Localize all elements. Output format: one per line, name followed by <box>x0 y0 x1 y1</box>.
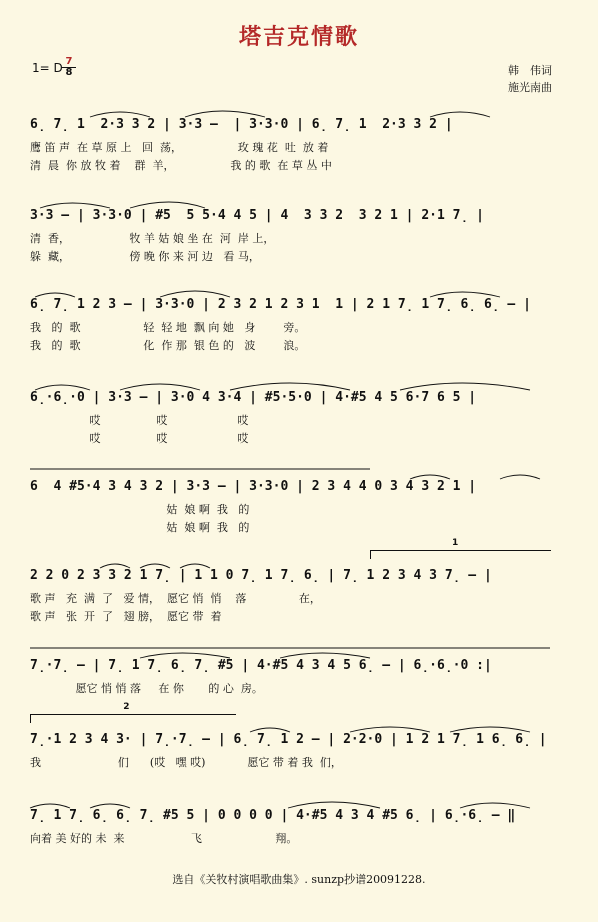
notation-line: 2 2 0 2 3 3 2 1 7̣ | 1 1 0 7̣ 1 7̣ 6̣ | 7̣ 1 2 3 4 3 7̣ – | <box>30 568 492 583</box>
notation-line: 7̣ 1 7̣ 6̣ 6̣ 7̣ #5 5 | 0 0 0 0 | 4·#5 4 3 4 #5 6̣ | 6̣·6̣ – ‖ <box>30 808 516 823</box>
lyric-verse-1: 我 们 (哎 嘿 哎) 愿它 带 着 我 们， <box>30 756 342 769</box>
lyric-verse-1: 愿它 悄 悄 落 在 你 的 心 房。 <box>30 682 263 695</box>
lyric-verse-2: 姑 娘 啊 我 的 <box>30 521 250 534</box>
notation-line: 6̣ 7̣ 1 2·3 3 2 | 3·3 – | 3·3·0 | 6̣ 7̣ 1 2·3 3 2 | <box>30 117 453 132</box>
lyric-verse-1: 向着 美 好的 未 来 飞 翔。 <box>30 832 298 845</box>
source-footer: 选自《关牧村演唱歌曲集》. sunzp抄谱20091228. <box>172 873 426 886</box>
lyric-verse-2: 哎 哎 哎 <box>30 432 249 445</box>
notation-line: 3·3 – | 3·3·0 | #5 5 5·4 4 5 | 4 3 3 2 3 2 1 | 2·1 7̣ | <box>30 208 484 223</box>
lyric-verse-1: 鹰 笛 声 在 草 原 上 回 荡， 玫 瑰 花 吐 放 着 <box>30 141 329 154</box>
notation-line: 6̣·6̣·0 | 3·3 – | 3·0 4 3·4 | #5·5·0 | 4·#5 4 5 6·7 6 5 | <box>30 390 477 405</box>
key-signature: 1= D <box>32 61 63 75</box>
lyric-verse-2: 清 晨 你 放 牧 着 群 羊， 我 的 歌 在 草 丛 中 <box>30 159 332 172</box>
notation-line: 6̣ 7̣ 1 2 3 – | 3·3·0 | 2 3 2 1 2 3 1 1 | 2 1 7̣ 1 7̣ 6̣ 6̣ – | <box>30 297 531 312</box>
lyric-verse-2: 我 的 歌 化 作 那 银 色 的 波 浪。 <box>30 339 306 352</box>
time-signature <box>62 57 76 78</box>
volta-bracket-2: 2 <box>30 714 236 723</box>
lyric-verse-1: 清 香， 牧 羊 姑 娘 坐 在 河 岸 上， <box>30 232 275 245</box>
lyric-verse-1: 哎 哎 哎 <box>30 414 249 427</box>
lyric-verse-2: 躲 藏， 傍 晚 你 来 河 边 看 马， <box>30 250 260 263</box>
volta-bracket-1: 1 <box>370 550 551 559</box>
lyricist-credit: 韩 伟词 <box>508 64 552 77</box>
notation-line: 6 4 #5·4 3 4 3 2 | 3·3 – | 3·3·0 | 2 3 4 4 0 3 4 3 2 1 | <box>30 479 477 494</box>
composer-credit: 施光南曲 <box>508 81 552 94</box>
meter-denominator: 8 <box>65 67 73 78</box>
lyric-verse-1: 我 的 歌 轻 轻 地 飘 向 她 身 旁。 <box>30 321 306 334</box>
notation-line: 7̣·1 2 3 4 3· | 7̣·7̣ – | 6̣ 7̣ 1 2 – | 2·2·0 | 1 2 1 7̣ 1 6̣ 6̣ | <box>30 732 547 747</box>
notation-line: 7̣·7̣ – | 7̣ 1 7̣ 6̣ 7̣ #5 | 4·#5 4 3 4 5 6̣ – | 6̣·6̣·0 :| <box>30 658 492 673</box>
lyric-verse-2: 歌 声 张 开 了 翅 膀， 愿它 带 着 <box>30 610 222 623</box>
meter-numerator: 7 <box>62 57 76 68</box>
lyric-verse-1: 姑 娘 啊 我 的 <box>30 503 250 516</box>
lyric-verse-1: 歌 声 充 满 了 爱 情， 愿它 悄 悄 落 在， <box>30 592 321 605</box>
page-title: 塔吉克情歌 <box>238 24 359 50</box>
